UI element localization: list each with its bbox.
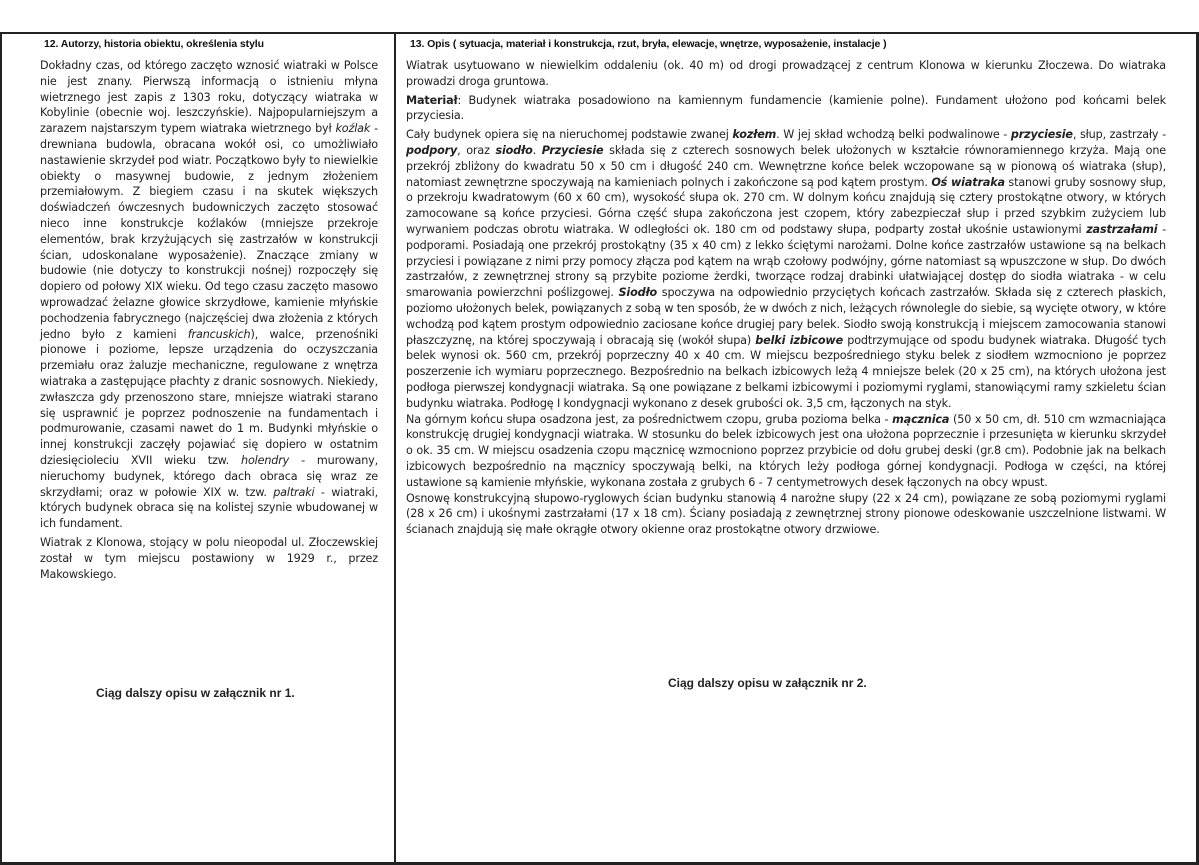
term-belki-izbicowe: belki izbicowe [755,333,844,347]
construction-paragraph: Cały budynek opiera się na nieruchomej podstawie zwanej kozłem. W jej skład wchodzą belki podwalinowe - przyciesie, słup, zastrzały - podpory, oraz siodło. Przyciesie składa się z czterech sosnowych belek ułożonych w kształcie równoramiennego krzyża. Mają one przekrój zbliżony do kwadratu 50 x 50 cm i długość 240 cm. Wewnętrzne końce belek wczopowane są w pionową oś wiatraka (słup), natomiast zewnętrzne spoczywają na kamieniach polnych i zakończone są pod kątem prostym. Oś wiatraka stanowi gruby sosnowy słup, o przekroju kwadratowym (60 x 60 cm), wysokość słupa ok. 270 cm. W dolnym końcu znajdują się cztery prostokątne otwory, w których zamocowane są końce przyciesi. Górna część słupa zakończona jest czopem, który zabezpieczał słup i przed szybkim zużyciem lub wyrwaniem podczas obrotu wiatraka. W odległości ok. 180 cm od podstawy słupa, podparty został ukośnie ustawionymi zastrzałami - podporami. Posiadają one przekrój prostokątny (35 x 40 cm) z lekko ściętymi narożami. Dolne końce zastrzałów ustawione są na belkach przyciesi i powiązane z nimi przy pomocy złącza pod kątem na wrąb czołowy podwójny, górne natomiast są wpuszczone w słup. Do dwóch zastrzałów, z zewnętrznej strony są przybite poziome żerdki, tworzące rodzaj drabinki ułatwiającej dostęp do siodła wiatraka - w celu smarowania powierzchni poślizgowej. Siodło spoczywa na odpowiednio przyciętych końcach zastrzałów. Składa się z czterech płaskich, poziomo ułożonych belek, powiązanych z sobą w ten sposób, że w dwóch z nich, leżących równolegle do siebie, są wycięte otwory, w które wchodzą pod kątem prostym odpowiednio zaciosane końce drugiej pary belek. Siodło swoją konstrukcją i miejscem zamocowania stanowi płaszczyznę, na której spoczywają i obracają się (wokół słupa) belki izbicowe podtrzymujące od spodu budynek wiatraka. Długość tych belek wynosi ok. 560 cm, przekrój poprzeczny 40 x 40 cm. W miejscu bezpośredniego styku belek z siodłem wzmocniono je poprzez poszerzenie ich wymiaru poprzecznego. Bezpośrednio na belkach izbicowych leżą 4 mniejsze belek (20 x 25 cm), na których ułożona jest podłoga pierwszej kondygnacji wiatraka. Są one powiązane z belkami izbicowymi i poziomymi ryglami, stanowiącymi ramy szkieletu ścian budynku wiatraka. Podłogę I kondygnacji wykonano z desek grubości ok. 3,5 cm, łączonych na styk. [406,128,1167,410]
term-przyciesie: przyciesie [1010,128,1073,142]
klonowa-paragraph: Wiatrak z Klonowa, stojący w polu nieopodal ul. Złoczewskiej został w tym miejscu postawiony w 1929 r., przez Makowskiego. [40,535,378,581]
term-os-wiatraka: Oś wiatraka [931,175,1005,189]
walls-paragraph: Osnowę konstrukcyjną słupowo-ryglowych ścian budynku stanowią 4 narożne słupy (22 x 24 cm), powiązane ze sobą poziomymi ryglami (28 x 26 cm) i ukośnymi zastrzałami (17 x 18 cm). Ściany posiadają z zewnętrznej strony pionowe odeskowanie uszczelnione listwami. W ścianach znajdują się małe okrągłe otwory okienne oraz prostokątne otwory drzwiowe. [406,491,1166,537]
term-przyciesie-2: Przyciesie [541,143,604,157]
term-macznica: mącznica [892,412,950,426]
section-12-title: 12. Autorzy, historia obiektu, określenia stylu [44,38,264,50]
material-paragraph: Materiał: Budynek wiatraka posadowiono na kamiennym fundamencie (kamienie polne). Fundament ułożono pod końcami belek przyciesia. [406,93,1166,123]
history-paragraph: Dokładny czas, od którego zaczęto wznosić wiatraki w Polsce nie jest znany. Pierwszą informacją o istnieniu młyna wietrznego jest zapis z 1303 roku, dotyczący wiatraka w Kobylinie (obecnie woj. leszczyńskie). Najpopularniejszym a zarazem najstarszym typem wiatraka wietrznego był koźlak - drewniana budowla, obracana wokół osi, co umożliwiało nastawienie skrzydeł pod wiatr. Początkowo były to niewielkie obiekty o masywnej budowie, z jednym złożeniem przemiałowym. Z biegiem czasu i na skutek większych doświadczeń ówczesnych budowniczych zaczęto stosować nieco inne konstrukcje koźlaków (mniejsze przekroje elementów, brak krzyżujących się zastrzałów w konstrukcji ścian, udoskonalane wyposażenie). Znaczące zmiany w budowie (nie dotyczy to konstrukcji nośnej) rozpoczęły się dopiero od połowy XIX wieku. Od tego czasu zaczęto masowo wprowadzać żelazne głowice skrzydłowe, kamienie młyńskie pochodzenia fabrycznego (najczęściej dwa złożenia z których jedno było z kamieni francuskich), walce, przenośniki pionowe i poziome, lepsze urządzenia do oczyszczania przemiału oraz żaluzje mechaniczne, regulowane z wnętrza wiatraka a zastępujące płachty z dranic sosnowych. Niekiedy, zwłaszcza gdy przenoszono stare, mniejsze wiatraki starano się usprawnić je poprzez podnoszenie na fundamentach i podmurowanie, czasami nawet do 1 m. Budynki młyńskie o innej konstrukcji zaczęły pojawiać się dopiero w ostatnim dziesięcioleciu XVII wieku tzw. holendry - murowany, nieruchomy budynek, którego dach obraca się wraz ze skrzydłami; oraz w połowie XIX w. tzw. paltraki - wiatraki, których budynek obraca się na kolistej szynie wbudowanej w ich fundament. [40,59,379,531]
column-divider [394,32,396,865]
term-kozlem: kozłem [732,128,777,142]
term-francuskich: francuskich [187,327,251,341]
term-siodlo: siodło [495,143,533,157]
term-kozlak: koźlak [335,122,371,136]
term-paltraki: paltraki [273,485,315,499]
term-podpory: podpory [406,143,458,157]
section-12 [40,38,378,582]
continuation-note-2: Ciąg dalszy opisu w załącznik nr 2. [668,676,867,690]
macznica-paragraph: Na górnym końcu słupa osadzona jest, za pośrednictwem czopu, gruba pozioma belka - mącznica (50 x 50 cm, dł. 510 cm wzmacniająca konstrukcję drugiej kondygnacji wiatraka. W stosunku do belek izbicowych jest ona ułożona poprzecznie i przesunięta w kierunku skrzydeł o ok. 35 cm. W miejscu osadzenia czopu mącznicę wzmocniono poprzez przybicie od dołu grubej deski (gr.8 cm). Podobnie jak na belkach izbicowych bezpośrednio na mącznicy spoczywają belki, na których leży podłoga górnej kondygnacji. Podłoga w części, na której ustawione są kamienie młyńskie, wykonana została z grubych 6 - 7 centymetrowych desek łączonych na obcy wpust. [406,412,1167,489]
term-siodlo-2: Siodło [618,286,658,300]
material-label: Materiał [406,93,458,107]
frame-top-rule [0,32,1199,34]
continuation-note-1: Ciąg dalszy opisu w załącznik nr 1. [96,686,295,700]
section-13-title: 13. Opis ( sytuacja, materiał i konstrukcja, rzut, bryła, elewacje, wnętrze, wyposażenie, instalacje ) [410,38,887,50]
term-holendry: holendry [241,453,290,467]
term-zastrzalami: zastrzałami [1086,222,1158,236]
location-paragraph: Wiatrak usytuowano w niewielkim oddaleniu (ok. 40 m) od drogi prowadzącej z centrum Klonowa w kierunku Złoczewa. Do wiatraka prowadzi droga gruntowa. [406,59,1166,88]
section-13 [406,38,1166,538]
frame-left-rule [0,32,2,865]
